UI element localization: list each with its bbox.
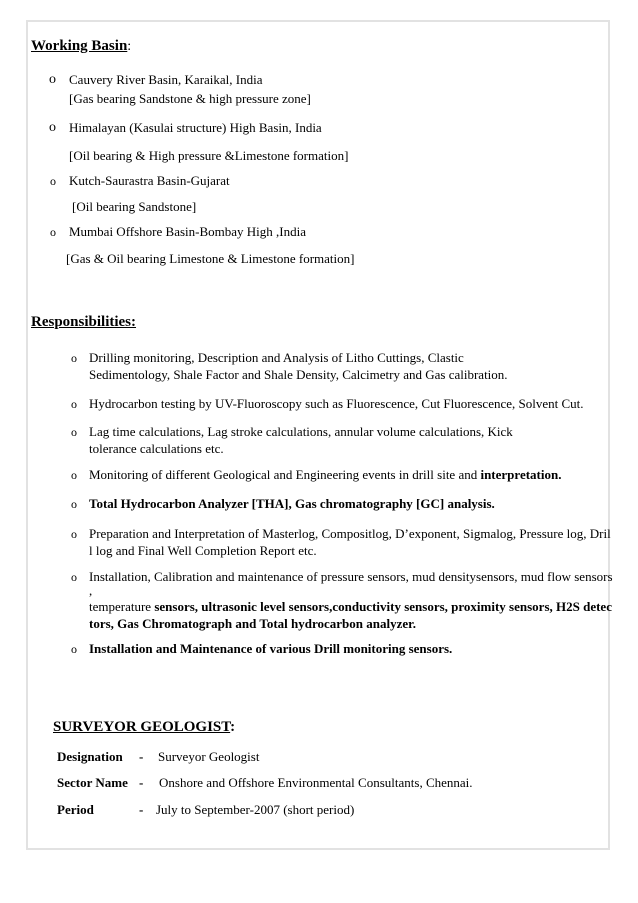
resp-bullet-1: o [71,351,77,365]
resp-item-3-line1: Lag time calculations, Lag stroke calculations, annular volume calculations, Kick [89,424,513,439]
sector-name-dash: - [139,775,144,790]
resp-item-2 [89,396,614,411]
designation-value: Surveyor Geologist [158,749,260,764]
basin-item-3-line2: [Oil bearing Sandstone] [72,199,197,214]
surveyor-heading: SURVEYOR GEOLOGIST [53,719,231,735]
resp-item-6-line1: Preparation and Interpretation of Masterlog, Compositlog, D’exponent, Sigmalog, Pressure log, Dril [89,526,611,541]
resp-bullet-2: o [71,397,77,411]
resp-item-2-line1: Hydrocarbon testing by UV-Fluoroscopy such as Fluorescence, Cut Fluorescence, Solvent Cut. [89,396,584,411]
resp-item-3 [89,424,614,456]
period-value: July to September-2007 (short period) [156,802,355,817]
basin-bullet-4: o [50,225,56,239]
basin-item-2-line1: Himalayan (Kasulai structure) High Basin, India [69,120,322,135]
surveyor-colon: : [230,719,236,735]
working-basin-heading: Working Basin [31,38,128,54]
resp-item-7 [89,569,614,631]
resp-item-7-line3: temperature [89,599,155,614]
basin-item-1-line1: Cauvery River Basin, Karaikal, India [69,72,263,87]
period-label: Period [57,802,94,817]
resp-item-1-line1: Drilling monitoring, Description and Analysis of Litho Cuttings, Clastic [89,350,464,365]
basin-item-2-line2: [Oil bearing & High pressure &Limestone formation] [69,148,349,163]
sector-name-value: Onshore and Offshore Environmental Consultants, Chennai. [159,775,473,790]
resp-item-4-bold: interpretation. [480,467,562,482]
basin-bullet-1: o [49,72,56,87]
resp-item-4-text: Monitoring of different Geological and Engineering events in drill site and [89,467,481,482]
resp-item-7-line1: Installation, Calibration and maintenance of pressure sensors, mud densitysensors, mud flow sensors [89,569,613,584]
resp-bullet-8: o [71,642,77,656]
resp-bullet-5: o [71,497,77,511]
basin-item-3-line1: Kutch-Saurastra Basin-Gujarat [69,173,230,188]
resp-item-1 [89,350,614,382]
working-basin-heading-row [31,37,131,55]
designation-dash: - [139,749,144,764]
designation-label: Designation [57,749,123,764]
basin-item-4-line1: Mumbai Offshore Basin-Bombay High ,India [69,224,306,239]
resp-item-5 [89,496,614,511]
basin-bullet-3: o [50,174,56,188]
period-dash: - [139,802,144,817]
responsibilities-heading: Responsibilities: [31,314,137,330]
resp-bullet-6: o [71,527,77,541]
resp-bullet-3: o [71,425,77,439]
surveyor-heading-row [53,718,235,736]
resp-bullet-4: o [71,468,77,482]
resp-item-7-line4: tors, Gas Chromatograph and Total hydrocarbon analyzer. [89,616,416,631]
resp-item-6-line2: l log and Final Well Completion Report etc. [89,543,317,558]
resp-item-7-stray: , [89,583,93,598]
basin-item-1-line2: [Gas bearing Sandstone & high pressure zone] [69,91,311,106]
sector-name-label: Sector Name [57,775,128,790]
resp-item-5-bold: Total Hydrocarbon Analyzer [THA], Gas chromatography [GC] analysis. [89,496,495,511]
resp-item-8 [89,641,614,656]
resp-item-7-line3-bold: sensors, ultrasonic level sensors,conductivity sensors, proximity sensors, H2S detec [154,599,612,614]
resp-item-6 [89,526,614,558]
resp-item-8-bold: Installation and Maintenance of various Drill monitoring sensors. [89,641,453,656]
resp-item-1-line2: Sedimentology, Shale Factor and Shale Density, Calcimetry and Gas calibration. [89,367,508,382]
resp-item-4 [89,467,614,482]
basin-item-4-line2: [Gas & Oil bearing Limestone & Limestone formation] [66,251,355,266]
basin-bullet-2: o [49,120,56,135]
resp-bullet-7: o [71,570,77,584]
resp-item-3-line2: tolerance calculations etc. [89,441,224,456]
working-basin-colon: : [127,39,132,54]
